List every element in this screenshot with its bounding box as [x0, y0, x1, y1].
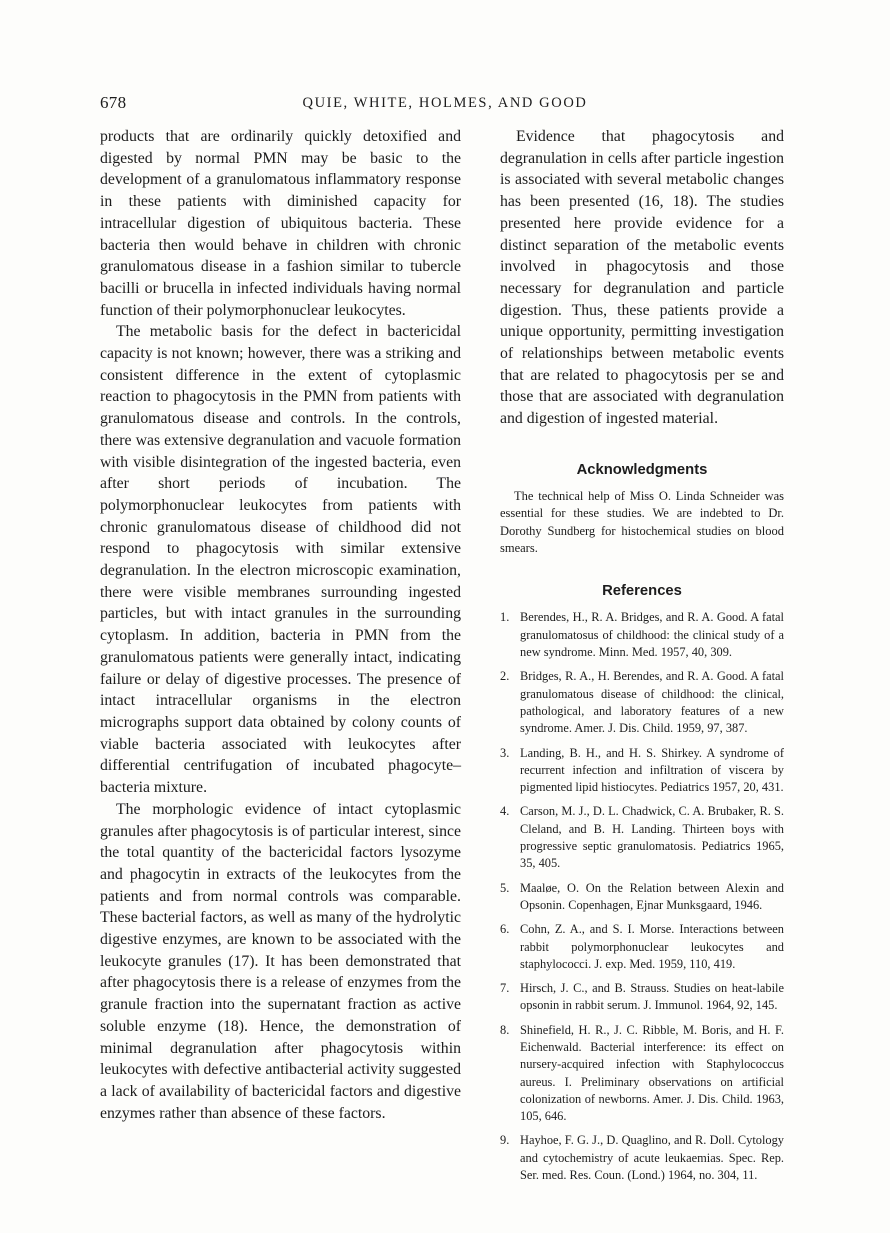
reference-number: 3. — [500, 745, 510, 760]
reference-number: 7. — [500, 981, 510, 996]
reference-number: 6. — [500, 922, 510, 937]
reference-number: 5. — [500, 880, 510, 895]
reference-text: Shinefield, H. R., J. C. Ribble, M. Boris, and H. F. Eichenwald. Bacterial interference: its effect on nursery-acquired infection with Staphylococcus aureus. I. Preliminary observations on artificial colonization of newborns. Amer. J. Dis. Child. 1963, 105, 646. — [520, 1022, 784, 1124]
reference-item — [500, 921, 784, 973]
body-paragraph: products that are ordinarily quickly detoxified and digested by normal PMN may be basic to the development of a granulomatous inflammatory response in these patients with diminished capacity for intracellular digestion of ubiquitous bacteria. These bacteria then would behave in children with chronic granulomatous disease in a fashion similar to tubercle bacilli or brucella in infected individuals having normal function of their polymorphonuclear leukocytes. — [100, 128, 461, 319]
acknowledgments-text: The technical help of Miss O. Linda Schneider was essential for these studies. We are indebted to Dr. Dorothy Sundberg for histochemical studies on blood smears. — [500, 488, 784, 556]
left-column — [100, 126, 461, 1124]
reference-number: 4. — [500, 804, 510, 819]
reference-item — [500, 880, 784, 915]
reference-number: 8. — [500, 1022, 510, 1037]
reference-item — [500, 1132, 784, 1184]
reference-item — [500, 803, 784, 872]
reference-number: 2. — [500, 669, 510, 684]
reference-item — [500, 668, 784, 737]
reference-item — [500, 609, 784, 661]
reference-text: Hirsch, J. C., and B. Strauss. Studies on heat-labile opsonin in rabbit serum. J. Immunol. 1964, 92, 145. — [520, 981, 784, 1013]
reference-number: 9. — [500, 1133, 510, 1148]
acknowledgments-heading: Acknowledgments — [576, 461, 708, 478]
running-head: QUIE, WHITE, HOLMES, AND GOOD — [302, 95, 588, 111]
reference-list — [500, 609, 784, 1184]
reference-text: Hayhoe, F. G. J., D. Quaglino, and R. Doll. Cytology and cytochemistry of acute leukaemias. Spec. Rep. Ser. med. Res. Coun. (Lond.) 1964, no. 304, 11. — [520, 1133, 784, 1183]
reference-item — [500, 745, 784, 797]
reference-text: Maaløe, O. On the Relation between Alexin and Opsonin. Copenhagen, Ejnar Munksgaard, 1946. — [520, 880, 784, 912]
reference-text: Cohn, Z. A., and S. I. Morse. Interactions between rabbit polymorphonuclear leukocytes and staphylococci. J. exp. Med. 1959, 110, 419. — [520, 922, 784, 971]
reference-text: Landing, B. H., and H. S. Shirkey. A syndrome of recurrent infection and infiltration of viscera by pigmented lipid histiocytes. Pediatrics 1957, 20, 431. — [520, 745, 784, 795]
body-paragraph: The metabolic basis for the defect in bactericidal capacity is not known; however, there was a striking and consistent difference in the extent of cytoplasmic reaction to phagocytosis in the PMN from patients with granulomatous disease and controls. In the controls, there was extensive degranulation and vacuole formation with visible disintegration of the ingested bacteria, even after short periods of incubation. The polymorphonuclear leukocytes from patients with chronic granulomatous disease of childhood did not respond to phagocytosis with similar extensive degranulation. In the electron microscopic examination, there were visible membranes surrounding ingested particles, but with intact granules in the surrounding cytoplasm. In addition, bacteria in PMN from the granulomatous patients were generally intact, indicating failure or delay of digestive processes. The presence of intact intracellular organisms in the electron micrographs support data obtained by colony counts of viable bacteria associated with leukocytes after differential centrifugation of incubated phagocyte–bacteria mixture. — [100, 323, 461, 797]
reference-text: Bridges, R. A., H. Berendes, and R. A. Good. A fatal granulomatous disease of childhood: the clinical, pathological, and laboratory features of a new syndrome. Amer. J. Dis. Child. 1959, 97, 387. — [520, 669, 784, 736]
body-paragraph: The morphologic evidence of intact cytoplasmic granules after phagocytosis is of particular interest, since the total quantity of the bactericidal factors lysozyme and phagocytin in extracts of the leukocytes from the patients and from normal controls was comparable. These bacterial factors, as well as many of the hydrolytic digestive enzymes, are known to be associated with the leukocyte granules (17). It has been demonstrated that after phagocytosis there is a release of enzymes from the granule fraction into the supernatant fraction as active soluble enzyme (18). Hence, the demonstration of minimal degranulation after phagocytosis within leukocytes with defective antibacterial activity suggested a lack of availability of bactericidal factors and digestive enzymes rather than absence of these factors. — [100, 800, 461, 1122]
reference-item — [500, 1022, 784, 1126]
reference-item — [500, 980, 784, 1015]
reference-text: Berendes, H., R. A. Bridges, and R. A. Good. A fatal granulomatosus of childhood: the clinical study of a new syndrome. Minn. Med. 1957, 40, 309. — [520, 610, 784, 660]
body-paragraph: Evidence that phagocytosis and degranulation in cells after particle ingestion is associated with several metabolic changes has been presented (16, 18). The studies presented here provide evidence for a distinct separation of the metabolic events involved in phagocytosis and those necessary for degranulation and particle digestion. Thus, these patients provide a unique opportunity, permitting investigation of relationships between metabolic events that are related to phagocytosis per se and those that are associated with degranulation and digestion of ingested material. — [500, 128, 784, 428]
page-number: 678 — [100, 93, 127, 112]
reference-text: Carson, M. J., D. L. Chadwick, C. A. Brubaker, R. S. Cleland, and B. H. Landing. Thirteen boys with progressive septic granulomatosis. Pediatrics 1965, 35, 405. — [520, 804, 784, 871]
reference-number: 1. — [500, 610, 510, 625]
references-heading: References — [602, 583, 682, 600]
right-column — [500, 126, 784, 1191]
